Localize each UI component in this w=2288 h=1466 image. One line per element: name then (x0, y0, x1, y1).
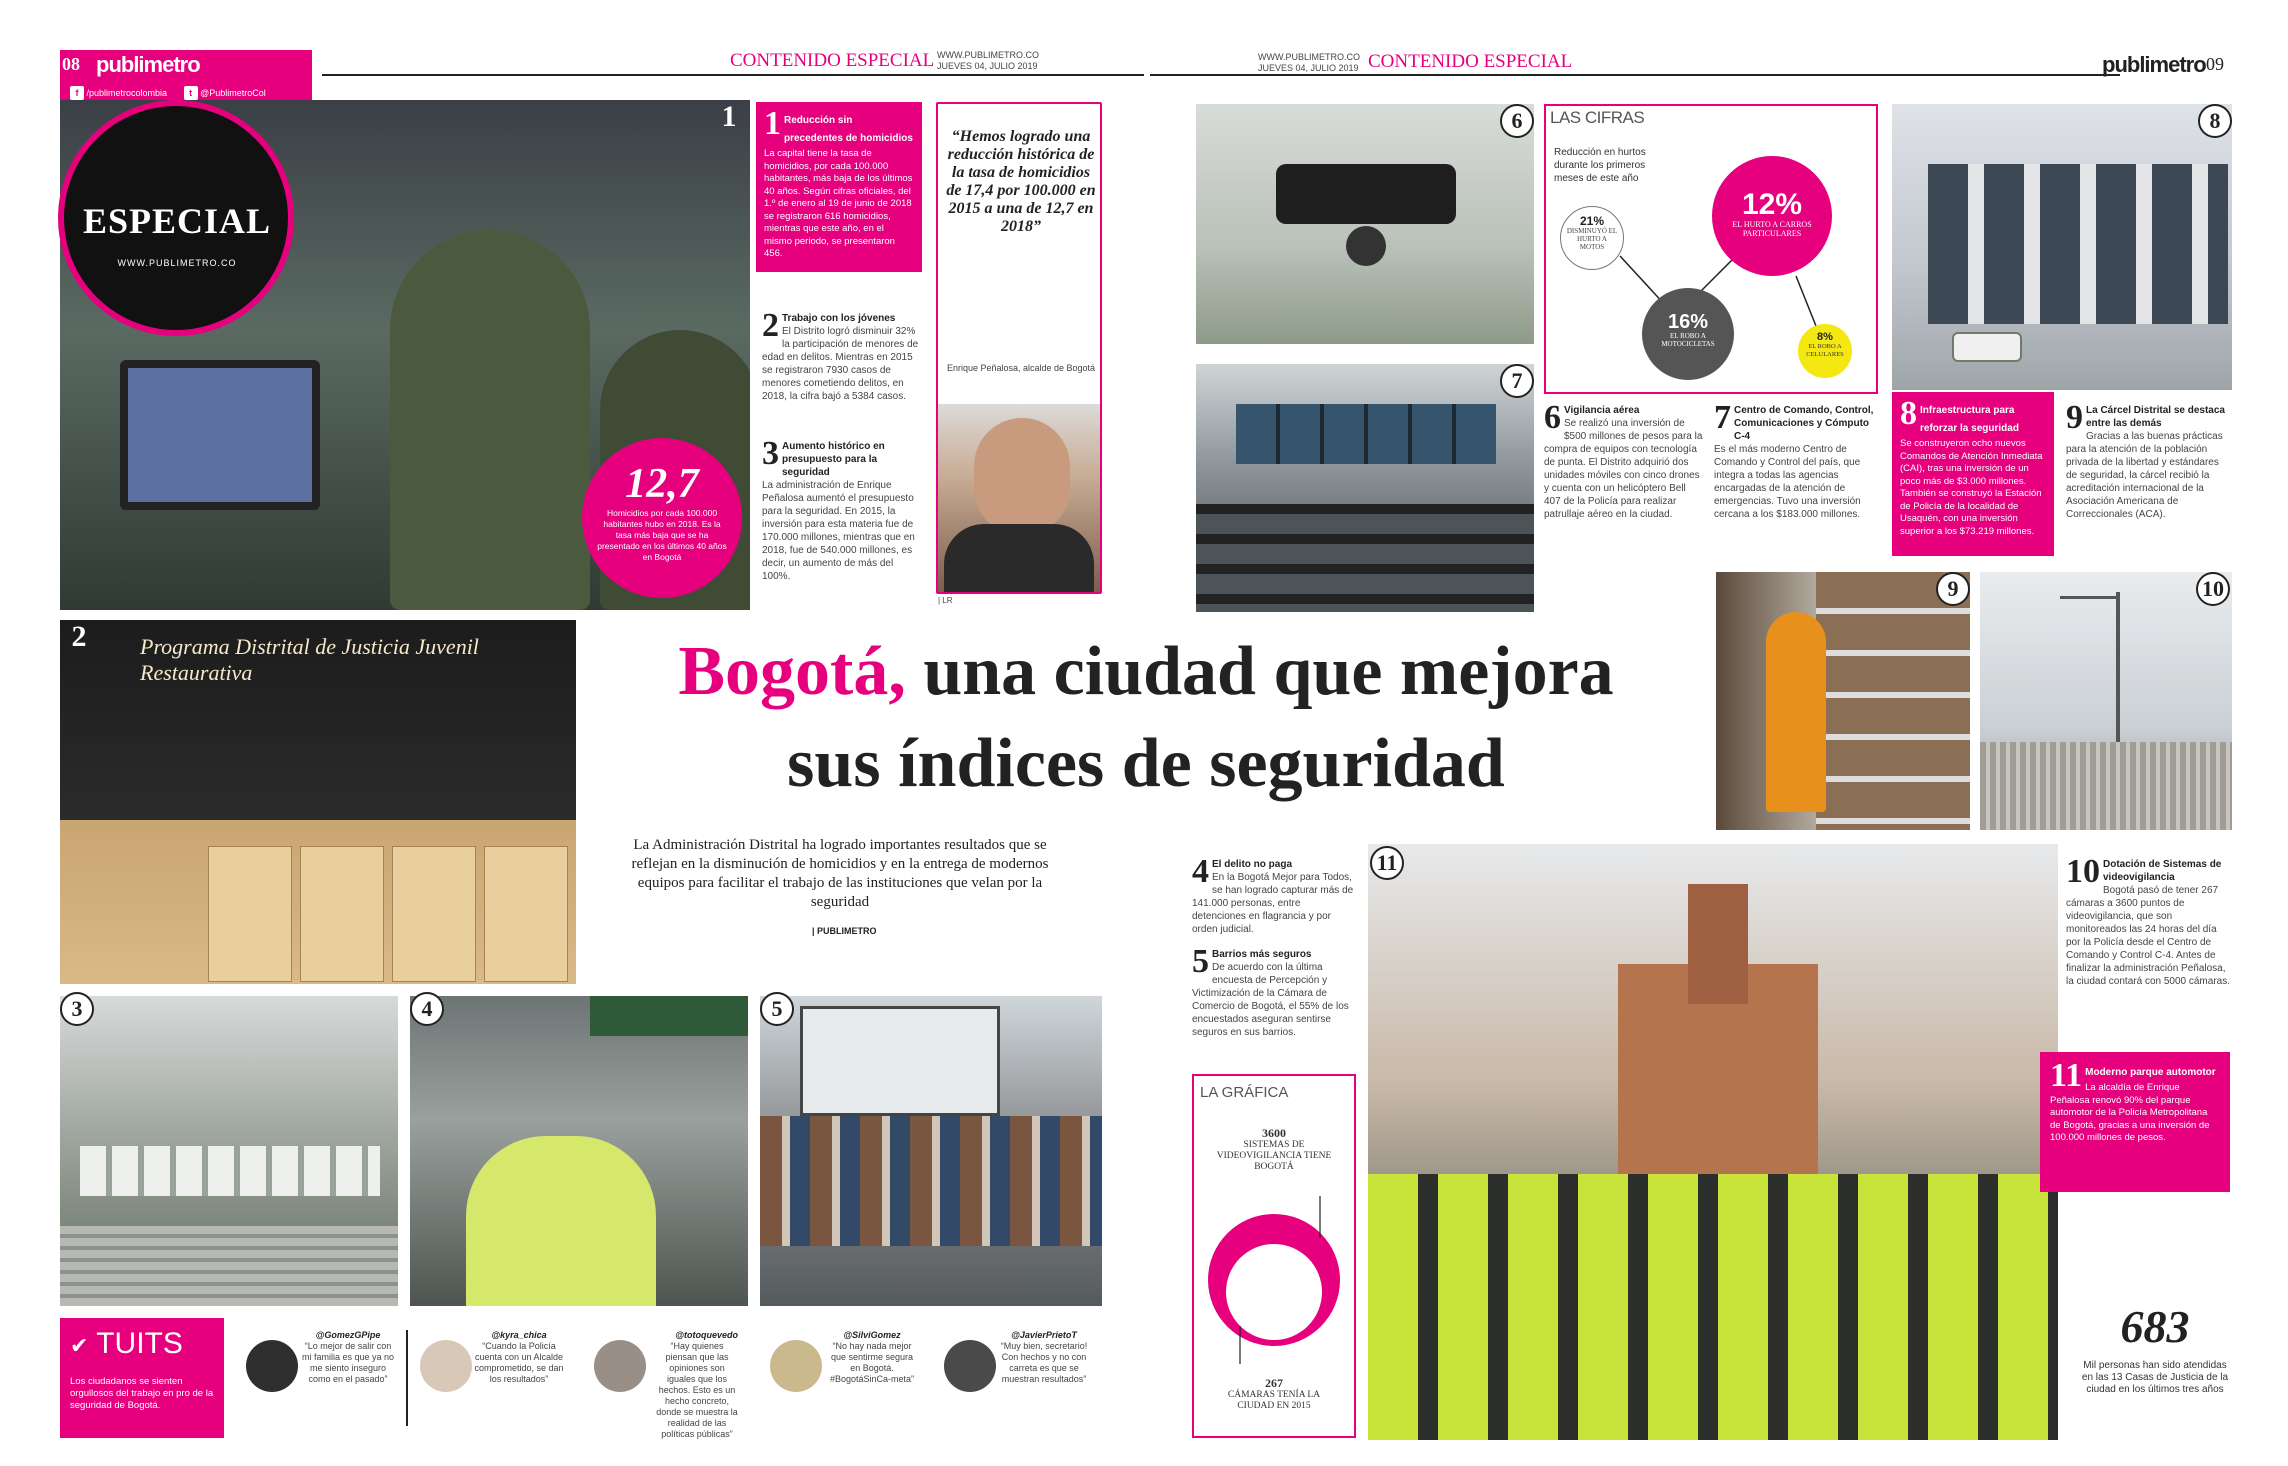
social-links (70, 86, 266, 100)
grafica-box (1192, 1074, 1356, 1438)
grafica-bottom-value: 267 (1265, 1376, 1283, 1390)
patrol-car-shape (1952, 332, 2022, 362)
item-3-title: Aumento histórico en presupuesto para la seguridad (782, 441, 885, 478)
photo-prison-library (1716, 572, 1970, 830)
board-text: Programa Distrital de Justicia Juvenil Restaurativa (140, 634, 479, 685)
item-4 (1192, 853, 1356, 936)
bubble-16-label: EL ROBO A MOTOCICLETAS (1661, 332, 1715, 348)
grafica-circle-chart (1194, 1196, 1354, 1366)
photo-number-3: 3 (60, 992, 94, 1026)
twitter-bird-icon: ✔ (70, 1333, 89, 1358)
stat-12-7-circle (582, 438, 742, 598)
avatar-tuit-5 (944, 1340, 996, 1392)
item-2-title: Trabajo con los jóvenes (782, 313, 896, 324)
especial-url: WWW.PUBLIMETRO.CO (117, 258, 237, 268)
left-section-title: CONTENIDO ESPECIAL (730, 50, 935, 71)
cai-booth-shape (800, 1006, 1000, 1116)
item-11-title: Moderno parque automotor (2085, 1067, 2216, 1078)
item-2 (762, 307, 922, 403)
photo-cai-group (760, 996, 1102, 1306)
bubble-16-value: 16% (1667, 311, 1709, 333)
especial-title: ESPECIAL (82, 201, 272, 241)
tuits-intro: Los ciudadanos se sienten orgullosos del trabajo en pro de la seguridad de Bogotá. (70, 1376, 214, 1411)
headline-pink-word: Bogotá, (678, 633, 906, 710)
item-6-number: 6 (1544, 399, 1561, 436)
item-9-number: 9 (2066, 399, 2083, 436)
tuit-2 (474, 1330, 564, 1385)
grafica-top-label: SISTEMAS DE VIDEOVIGILANCIA TIENE BOGOTÁ (1216, 1140, 1332, 1172)
item-9-title: La Cárcel Distrital se destaca entre las demás (2086, 405, 2225, 429)
left-header-date: JUEVES 04, JULIO 2019 (937, 61, 1038, 71)
item-2-body: El Distrito logró disminuir 32% la participación de menores de edad en delitos. Mientras en 2015 se registraron 7930 casos de menores cometiendo delitos, en 2018, la cifra bajó a 5384 casos. (762, 326, 919, 402)
item-7-title: Centro de Comando, Control, Comunicaciones y Cómputo C-4 (1734, 405, 1874, 442)
lead-paragraph: La Administración Distrital ha logrado importantes resultados que se reflejan en la disminución de homicidios y en la entrega de modernos equipos para facilitar el trabajo de las instituciones que velan por la seguridad (631, 837, 1049, 910)
item-5-number: 5 (1192, 943, 1209, 980)
stat-12-7-value: 12,7 (625, 461, 699, 507)
headline (596, 626, 1696, 810)
headline-line-2: sus índices de seguridad (787, 725, 1505, 802)
item-6-title: Vigilancia aérea (1564, 405, 1640, 416)
tuit-4-handle[interactable]: @SilviGomez (843, 1330, 901, 1340)
face-box-4 (484, 846, 568, 982)
face-box-2 (300, 846, 384, 982)
item-2-number: 2 (762, 307, 779, 344)
city-skyline-shape (1980, 742, 2232, 830)
item-8-number: 8 (1900, 395, 1917, 432)
stat-683-text: Mil personas han sido atendidas en las 13 Casas de Justicia de la ciudad en los últimos tres años (2081, 1360, 2229, 1395)
cars-row (80, 1146, 380, 1196)
twitter-icon: t (184, 86, 198, 100)
bubble-12-value: 12% (1741, 188, 1803, 221)
bubble-21-label: DISMINUYÓ EL HURTO A MOTOS (1566, 227, 1618, 251)
video-wall-shape (1236, 404, 1496, 464)
lead-byline: | PUBLIMETRO (812, 926, 877, 936)
item-4-body: En la Bogotá Mejor para Todos, se han logrado capturar más de 141.000 personas, entre detenciones en flagrancia y por orden judicial. (1192, 872, 1354, 935)
church-tower-shape (1688, 884, 1748, 1004)
headline-line-1 (596, 626, 1696, 718)
grafica-top-value: 3600 (1262, 1126, 1286, 1140)
building-facade-shape (1928, 164, 2228, 324)
photo-number-8: 8 (2198, 104, 2232, 138)
item-5-body: De acuerdo con la última encuesta de Percepción y Victimización de la Cámara de Comercio de Bogotá, el 55% de los encuestados aseguran sentirse seguros en sus barrios. (1192, 962, 1349, 1038)
item-8-title: Infraestructura para reforzar la seguridad (1920, 405, 2019, 434)
item-7-number: 7 (1714, 399, 1731, 436)
motorcycles-shape (1368, 1174, 2058, 1440)
bubble-12-percent (1712, 156, 1832, 276)
tuit-1 (300, 1330, 396, 1385)
tuit-5-text: “Muy bien, secretario! Con hechos y no con carreta es que se muestran resultados” (1000, 1341, 1088, 1384)
photo-number-5: 5 (760, 992, 794, 1026)
quote-bubble (936, 102, 1102, 594)
item-9 (2066, 399, 2232, 521)
tuit-3 (600, 1330, 738, 1440)
camera-arm-shape (2060, 596, 2120, 599)
tuits-heading (70, 1328, 214, 1362)
tuits-title: TUITS (96, 1327, 183, 1360)
bubble-8-value: 8% (1817, 331, 1833, 343)
item-6-body: Se realizó una inversión de $500 millones de pesos para la compra de equipos con tecnología de punta. El Distrito adquirió dos unidades móviles con cinco drones y cuenta con un helicóptero Bell 407 de la Policía para realizar patrullaje aéreo en la ciudad. (1544, 418, 1703, 520)
tuit-3-handle[interactable]: @totoquevedo (675, 1330, 738, 1340)
photo-police-cars-field (60, 996, 398, 1306)
photo-police-crowd (410, 996, 748, 1306)
drone-camera-shape (1346, 226, 1386, 266)
bookshelf-shape (1816, 572, 1970, 830)
tuit-2-text: “Cuando la Policía cuenta con un Alcalde comprometido, se dan los resultados” (474, 1341, 564, 1384)
photo-police-station-building (1892, 104, 2232, 390)
avatar-tuit-1 (246, 1340, 298, 1392)
item-10 (2066, 853, 2232, 988)
item-10-body: Bogotá pasó de tener 267 cámaras a 3600 puntos de videovigilancia, que son monitoreados las 24 horas del día por la Policía desde el Centro de Comando y Control C-4. Antes de finalizar la administración Peñalosa, la ciudad contará con 5000 cámaras. (2066, 885, 2230, 987)
avatar-tuit-2 (420, 1340, 472, 1392)
avatar-tuit-4 (770, 1340, 822, 1392)
item-1-body: La capital tiene la tasa de homicidios, por cada 100.000 habitantes, más baja de los últimos 40 años. Según cifras oficiales, del 1.º de enero al 19 de junio de 2018 se registraron 616 homicidios, mientras que este año, en el mismo periodo, se presentaron 456. (764, 148, 913, 259)
tuit-1-handle[interactable]: @GomezGPipe (315, 1330, 381, 1340)
facebook-icon: f (70, 86, 84, 100)
cifras-title: LAS CIFRAS (1550, 108, 1645, 127)
left-header-rule (322, 74, 1144, 76)
tent-shape (590, 996, 748, 1036)
tuit-4 (826, 1330, 918, 1385)
photo-number-7: 7 (1500, 364, 1534, 398)
right-header-date: JUEVES 04, JULIO 2019 (1258, 63, 1359, 73)
item-10-number: 10 (2066, 853, 2100, 890)
quote-text: “Hemos logrado una reducción histórica de la tasa de homicidios de 17,4 por 100.000 en 2015 a una de 12,7 en 2018” (946, 128, 1096, 235)
quote-author: Enrique Peñalosa, alcalde de Bogotá (946, 363, 1096, 373)
tuits-box (60, 1318, 224, 1438)
item-3 (762, 435, 922, 583)
cifras-intro: Reducción en hurtos durante los primeros meses de este año (1554, 147, 1646, 184)
mayor-suit-shape (944, 524, 1094, 592)
twitter-handle[interactable]: @PublimetroCol (200, 88, 266, 98)
mayor-head-shape (974, 418, 1070, 536)
right-page-number: 09 (2206, 54, 2224, 74)
bubble-8-percent (1798, 324, 1852, 378)
bubble-8-label: EL ROBO A CELULARES (1806, 343, 1844, 358)
photo-number-2: 2 (71, 620, 87, 653)
right-brand-logo: publimetro (2102, 52, 2206, 77)
item-3-number: 3 (762, 435, 779, 472)
tuit-5-handle[interactable]: @JavierPrietoT (1011, 1330, 1077, 1340)
item-7 (1714, 399, 1878, 521)
item-11-box (2040, 1052, 2230, 1192)
group-shape (760, 1116, 1102, 1246)
item-5 (1192, 943, 1356, 1039)
officer-shape (390, 230, 590, 610)
left-brand-logo: publimetro (96, 52, 200, 77)
item-4-number: 4 (1192, 853, 1209, 890)
stat-12-7-text: Homicidios por cada 100.000 habitantes hubo en 2018. Es la tasa más baja que se ha presentado en los últimos 40 años en Bogotá (597, 508, 727, 562)
inmate-shape (1766, 612, 1826, 812)
photo-city-camera-pole (1980, 572, 2232, 830)
left-page-number: 08 (62, 54, 80, 74)
facebook-handle[interactable]: /publimetrocolombia (86, 88, 168, 98)
item-8-box (1892, 392, 2054, 556)
photo-control-room (1196, 364, 1534, 612)
face-box-1 (208, 846, 292, 982)
tuit-4-text: “No hay nada mejor que sentirme segura en Bogotá. #BogotáSinCa-meta” (829, 1341, 915, 1384)
item-6 (1544, 399, 1704, 521)
tuit-5 (998, 1330, 1090, 1385)
officer-vest-shape (466, 1136, 656, 1306)
item-11-body: La alcaldía de Enrique Peñalosa renovó 90% del parque automotor de la Policía Metropolitana de Bogotá, gracias a una inversión de 100.000 millones de pesos. (2050, 1082, 2210, 1143)
tuits-divider (406, 1330, 408, 1426)
bubble-16-percent (1642, 288, 1734, 380)
item-1-box (756, 102, 922, 272)
item-1-title: Reducción sin precedentes de homicidios (784, 115, 913, 144)
face-box-3 (392, 846, 476, 982)
photo-number-11: 11 (1370, 846, 1404, 880)
steps-shape (60, 1226, 398, 1306)
monitor-shape (120, 360, 320, 510)
item-10-title: Dotación de Sistemas de videovigilancia (2103, 859, 2222, 883)
item-5-title: Barrios más seguros (1212, 949, 1312, 960)
headline-rest-1: una ciudad que mejora (923, 633, 1614, 710)
photo-number-9: 9 (1936, 572, 1970, 606)
bubble-21-percent (1560, 206, 1624, 270)
item-7-body: Es el más moderno Centro de Comando y Control del país, que integra a todas las agencias encargadas de la atención de emergencias. Tuvo una inversión cercana a los $183.000 millones. (1714, 444, 1861, 520)
photo-credit: | LR (938, 596, 953, 605)
tuit-1-text: “Lo mejor de salir con mi familia es que ya no me siento inseguro como en el pasado” (301, 1341, 395, 1384)
left-header-web: WWW.PUBLIMETRO.CO (937, 50, 1039, 60)
desks-shape (1196, 504, 1534, 612)
right-header-web: WWW.PUBLIMETRO.CO (1258, 52, 1360, 62)
photo-number-10: 10 (2196, 572, 2230, 606)
right-header-rule (1150, 74, 2120, 76)
drone-body-shape (1276, 164, 1456, 224)
item-9-body: Gracias a las buenas prácticas para la atención de la población privada de la libertad y estándares de seguridad, la cárcel recibió la acreditación internacional de la Asociación Americana de Correccionales (ACA). (2066, 431, 2223, 520)
item-11-number: 11 (2050, 1057, 2083, 1094)
photo-number-4: 4 (410, 992, 444, 1026)
item-3-body: La administración de Enrique Peñalosa aumentó el presupuesto para la seguridad. En 2015, la inversión para esta materia fue de 170.000 millones, mientras que en 2018, fue de 540.000 millones, es decir, un aumento de más del 100%. (762, 480, 915, 582)
item-4-title: El delito no paga (1212, 859, 1293, 870)
photo-mayor-portrait (938, 404, 1100, 592)
stat-683-value: 683 (2120, 1301, 2190, 1352)
item-8-body: Se construyeron ocho nuevos Comandos de Atención Inmediata (CAI), tras una inversión de un poco más de $3.000 millones. También se construyó la Estación de Policía de la localidad de Usaquén, con una inversión superior a los $73.219 millones. (1900, 438, 2043, 537)
grafica-bottom-label: CÁMARAS TENÍA LA CIUDAD EN 2015 (1227, 1390, 1321, 1411)
bubble-12-label: EL HURTO A CARROS PARTICULARES (1732, 220, 1812, 238)
item-1-number: 1 (764, 105, 781, 142)
photo-drone (1196, 104, 1534, 344)
grafica-title: LA GRÁFICA (1200, 1084, 1289, 1101)
photo-number-1: 1 (721, 100, 737, 133)
photo-justice-program-board (60, 620, 576, 984)
tuit-3-text: “Hay quienes piensan que las opiniones son iguales que los hechos. Esto es un hecho concreto, donde se muestra la realidad de las políticas públicas” (656, 1341, 738, 1439)
right-section-title: CONTENIDO ESPECIAL (1368, 51, 1573, 72)
tuit-2-handle[interactable]: @kyra_chica (491, 1330, 547, 1340)
photo-police-motorcycles (1368, 844, 2058, 1440)
bubble-21-value: 21% (1579, 214, 1605, 228)
cifras-box (1544, 104, 1878, 394)
photo-number-6: 6 (1500, 104, 1534, 138)
